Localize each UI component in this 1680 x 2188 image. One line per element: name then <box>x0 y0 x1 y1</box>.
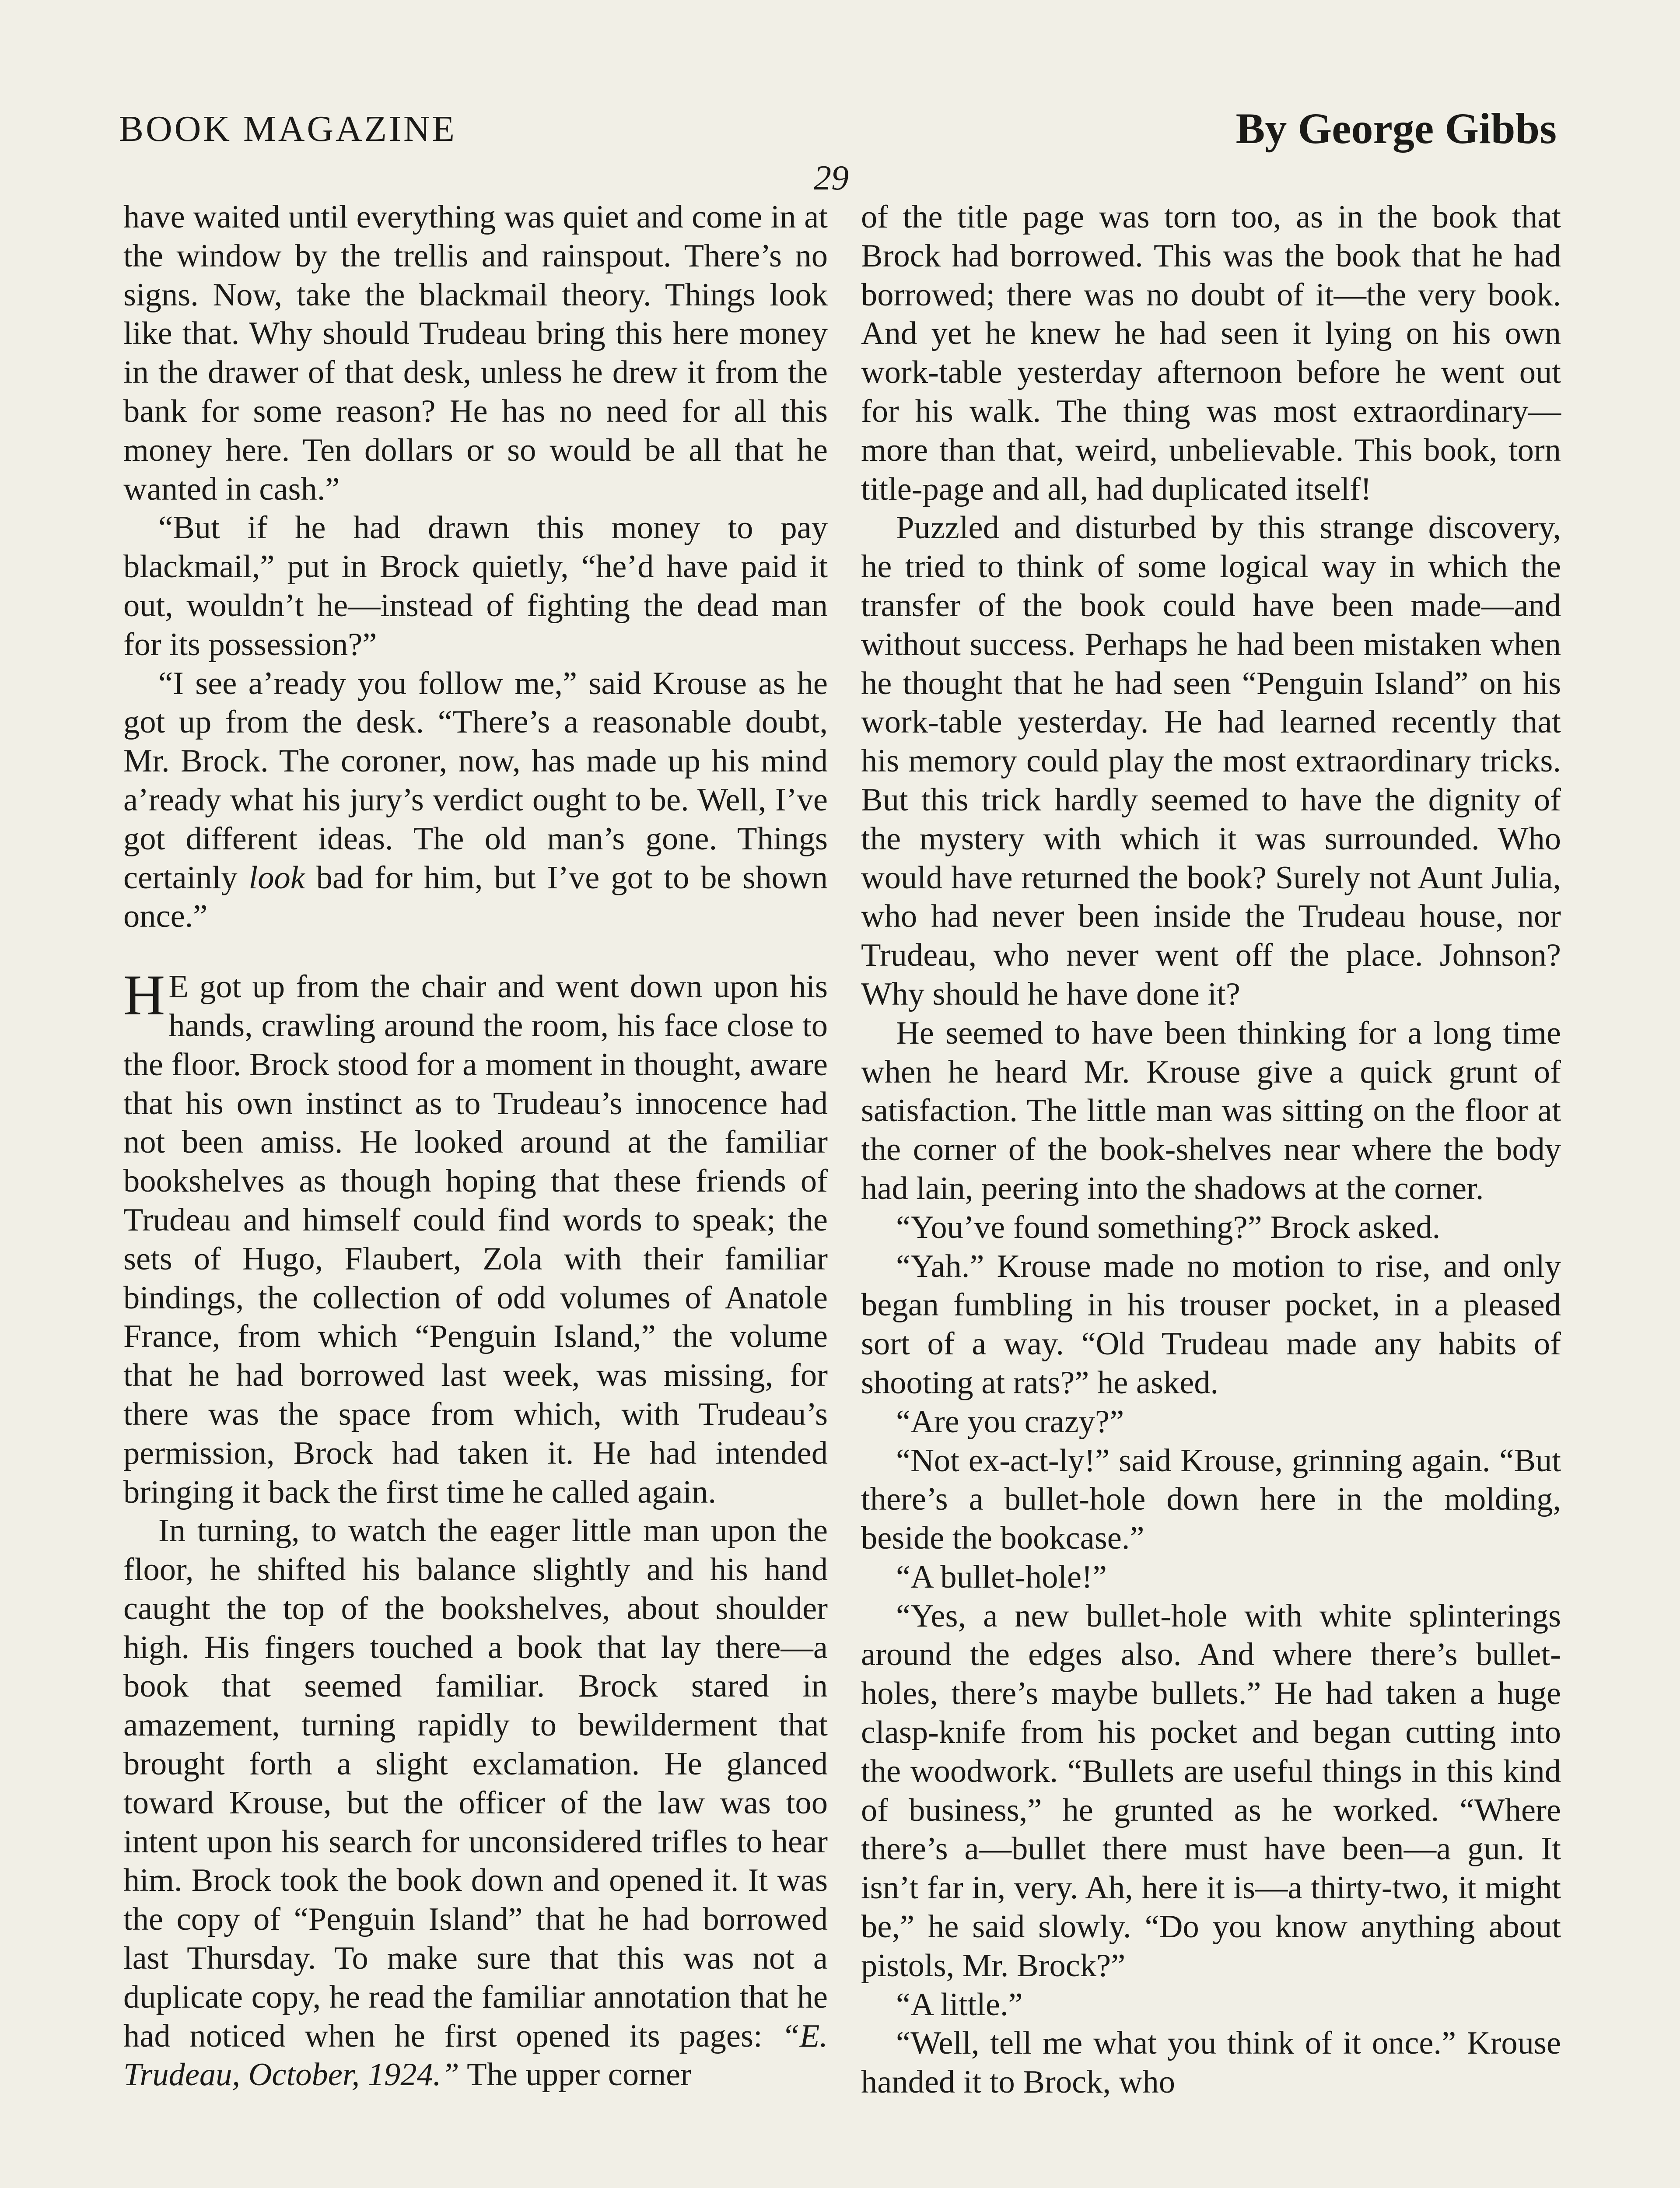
paragraph: Puzzled and disturbed by this strange discovery, he tried to think of some logical way in which the transfer of the book could have been made—and without success. Perhaps he had been mistaken when he thought that he had seen “Penguin Island” on his work-table yesterday. He had learned recently that his memory could play the most extraordinary tricks. But this trick hardly seemed to have the dignity of the mystery with which it was surrounded. Who would have returned the book? Surely not Aunt Julia, who had never been inside the Trudeau house, nor Trudeau, who never went off the place. Johnson? Why should he have done it? <box>861 510 1561 1012</box>
paragraph: “A little.” <box>896 1986 1023 2023</box>
paragraph-text: In turning, to watch the eager little man upon the floor, he shifted his balance slightly and his hand caught the top of the bookshelves, about shoulder high. His fingers touched a book that lay there—a book that seemed familiar. Brock stared in amazement, turning rapidly to bewilderment that brought forth a slight exclamation. He glanced toward Krouse, but the officer of the law was too intent upon his search for unconsidered trifles to hear him. Brock took the book down and opened it. It was the copy of “Penguin Island” that he had borrowed last Thursday. To make sure that this was not a duplicate copy, he read the familiar annotation that he had noticed when he first opened its pages: <box>123 1513 828 2054</box>
emphasis-text: look <box>248 859 305 896</box>
paragraph-text: bad for him, but I’ve got to be shown once.” <box>123 859 828 935</box>
paragraph: “You’ve found something?” Brock asked. <box>896 1209 1441 1245</box>
publication-title: BOOK MAGAZINE <box>119 109 457 149</box>
left-column <box>123 198 828 2094</box>
paragraph: “But if he had drawn this money to pay blackmail,” put in Brock quietly, “he’d have paid it out, wouldn’t he—instead of fighting the dead man for its possession?” <box>123 510 828 663</box>
paragraph-text: The upper corner <box>459 2057 692 2093</box>
right-column <box>861 198 1561 2102</box>
author-byline: By George Gibbs <box>1236 104 1557 153</box>
paragraph: He seemed to have been thinking for a long time when he heard Mr. Krouse give a quick grunt of satisfaction. The little man was sitting on the floor at the corner of the book-shelves near where the body had lain, peering into the shadows at the corner. <box>861 1015 1561 1206</box>
paragraph: of the title page was torn too, as in the book that Brock had borrowed. This was the book that he had borrowed; there was no doubt of it—the very book. And yet he knew he had seen it lying on his own work-table yesterday afternoon before he went out for his walk. The thing was most extraordinary—more than that, weird, unbelievable. This book, torn title-page and all, had duplicated itself! <box>861 199 1561 507</box>
drop-cap: H <box>123 963 165 1027</box>
page-number: 29 <box>814 159 849 197</box>
paragraph <box>123 1511 828 2094</box>
paragraph-text: E got up from the chair and went down upon his hands, crawling around the room, his face close to the floor. Brock stood for a moment in thought, aware that his own instinct as to Trudeau’s innocence had not been amiss. He looked around at the familiar bookshelves as though hoping that these friends of Trudeau and himself could find words to speak; the sets of Hugo, Flaubert, Zola with their familiar bindings, the collection of odd volumes of Anatole France, from which “Penguin Island,” the volume that he had borrowed last week, was missing, for there was the space from which, with Trudeau’s permission, Brock had taken it. He had intended bringing it back the first time he called again. <box>123 969 828 1510</box>
paragraph: “Not ex-act-ly!” said Krouse, grinning again. “But there’s a bullet-hole down here in the molding, beside the bookcase.” <box>861 1442 1561 1557</box>
emphasis-text: “E. Trudeau, October, 1924.” <box>123 2018 828 2093</box>
paragraph: “Well, tell me what you think of it once.” Krouse handed it to Brock, who <box>861 2025 1561 2100</box>
paragraph-text: “I see a’ready you follow me,” said Krouse as he got up from the desk. “There’s a reasonable doubt, Mr. Brock. The coroner, now, has made up his mind a’ready what his jury’s verdict ought to be. Well, I’ve got different ideas. The old man’s gone. Things certainly <box>123 665 828 896</box>
paragraph: “Yes, a new bullet-hole with white splinterings around the edges also. And where there’s bullet-holes, there’s maybe bullets.” He had taken a huge clasp-knife from his pocket and began cutting into the woodwork. “Bullets are useful things in this kind of business,” he grunted as he worked. “Where there’s a—bullet there must have been—a gun. It isn’t far in, very. Ah, here it is—a thirty-two, it might be,” he said slowly. “Do you know anything about pistols, Mr. Brock?” <box>861 1598 1561 1984</box>
section-opening-paragraph <box>123 963 828 1511</box>
paragraph: “Yah.” Krouse made no motion to rise, and only began fumbling in his trouser pocket, in a pleased sort of a way. “Old Trudeau made any habits of shooting at rats?” he asked. <box>861 1248 1561 1401</box>
paragraph: have waited until everything was quiet and come in at the window by the trellis and rainspout. There’s no signs. Now, take the blackmail theory. Things look like that. Why should Trudeau bring this here money in the drawer of that desk, unless he drew it from the bank for some reason? He has no need for all this money here. Ten dollars or so would be all that he wanted in cash.” <box>123 199 828 507</box>
paragraph: “Are you crazy?” <box>896 1403 1124 1440</box>
paragraph: “A bullet-hole!” <box>896 1559 1107 1595</box>
paragraph <box>123 664 828 936</box>
